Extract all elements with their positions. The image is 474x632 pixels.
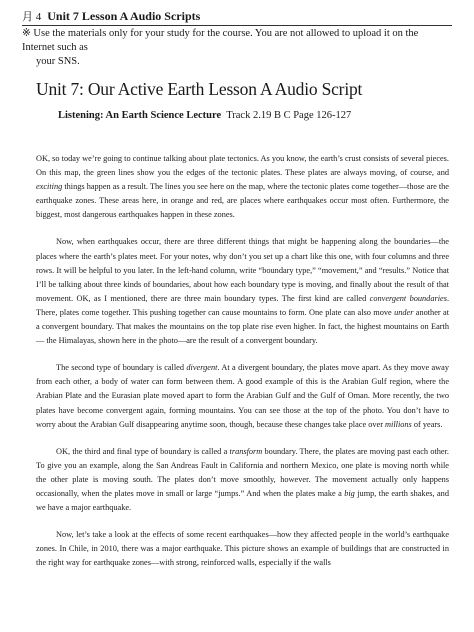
emphasis-millions: millions — [385, 419, 412, 429]
script-body — [36, 152, 449, 583]
header-title: Unit 7 Lesson A Audio Scripts — [47, 9, 201, 23]
paragraph-3: The second type of boundary is called divergent. At a divergent boundary, the plates move apart. As they move away from each other, a body of water can form between them. A good example of this is the Arabian Gulf region, where the Arabian Plate and the Eurasian plate moved apart to form the Arabian Gulf and the Gulf of Oman. More recently, the two plates have become convergent again, forming mountains. You can see those at the top of the photo. You don’t have to worry about the Arabian Gulf disappearing anytime soon, though, because these changes take place over millions of years. — [36, 363, 449, 429]
usage-notice — [22, 27, 452, 69]
emphasis-under: under — [394, 307, 414, 317]
paragraph-1: OK, so today we’re going to continue talking about plate tectonics. As you know, the earth’s crust consists of several pieces. On this map, the green lines show you the edges of the tectonic plates. These plates are always moving, of course, and exciting things happen as a result. The lines you see here on the map, where the tectonic plates come together—those are the earthquake zones. These areas here, in orange and red, are places where earthquakes occur most often. Furthermore, the biggest, most dangerous earthquakes happen in these zones. — [36, 154, 449, 220]
paragraph-2: Now, when earthquakes occur, there are three different things that might be happening along the boundaries—the places where the earth’s plates meet. For your notes, why don’t you set up a chart like this one, with four columns and three rows. It will be helpful to you later. In the left-hand column, write “boundary type,” “movement,” and “results.” Notice that I’ll be talking about three kinds of boundaries, about how each boundary type is moving, and finally about the result of that movement. OK, as I mentioned, there are three main boundary types. The first kind are called convergent boundaries. There, plates come together. This pushing together can cause mountains to form. One plate can also move under another at a convergent boundary. That makes the mountains on the top plate rise even higher. In fact, the highest mountains on Earth— the Himalayas, shown here in the photo—are the result of a convergent boundary. — [36, 237, 450, 346]
notice-line-2: your SNS. — [36, 56, 80, 67]
header-mark: 月 4 — [22, 11, 42, 23]
emphasis-exciting: exciting — [36, 182, 63, 192]
page-header — [22, 8, 200, 24]
notice-line-1: ※ Use the materials only for your study for the course. You are not allowed to upload it on the Internet such as — [22, 28, 419, 53]
emphasis-divergent: divergent — [186, 363, 218, 373]
paragraph-5: Now, let’s take a look at the effects of some recent earthquakes—how they affected people in the world’s earthquake zones. In Chile, in 2010, there was a major earthquake. This picture shows an example of buildings that are constructed in the right way for earthquake zones—with strong, reinforced walls, especially if the walls — [36, 530, 449, 568]
emphasis-convergent: convergent boundaries — [369, 293, 447, 303]
paragraph-4: OK, the third and final type of boundary is called a transform boundary. There, the plates are moving past each other. To give you an example, along the San Andreas Fault in California and northern Mexico, one plate is moving north while the other plate is moving south. The plates don’t move smoothly, however. The movement actually only happens occasionally, when the plates move in small or large “jumps.” And when the plates make a big jump, the earth shakes, and we have a major earthquake. — [36, 446, 449, 513]
lecture-label: Listening: An Earth Science Lecture — [58, 110, 222, 121]
emphasis-transform: transform — [229, 446, 263, 456]
page-title: Unit 7: Our Active Earth Lesson A Audio Script — [36, 79, 363, 99]
header-rule — [22, 25, 452, 26]
track-reference: Track 2.19 B C Page 126-127 — [226, 110, 352, 121]
lecture-subtitle — [58, 110, 351, 121]
emphasis-big: big — [344, 488, 355, 498]
